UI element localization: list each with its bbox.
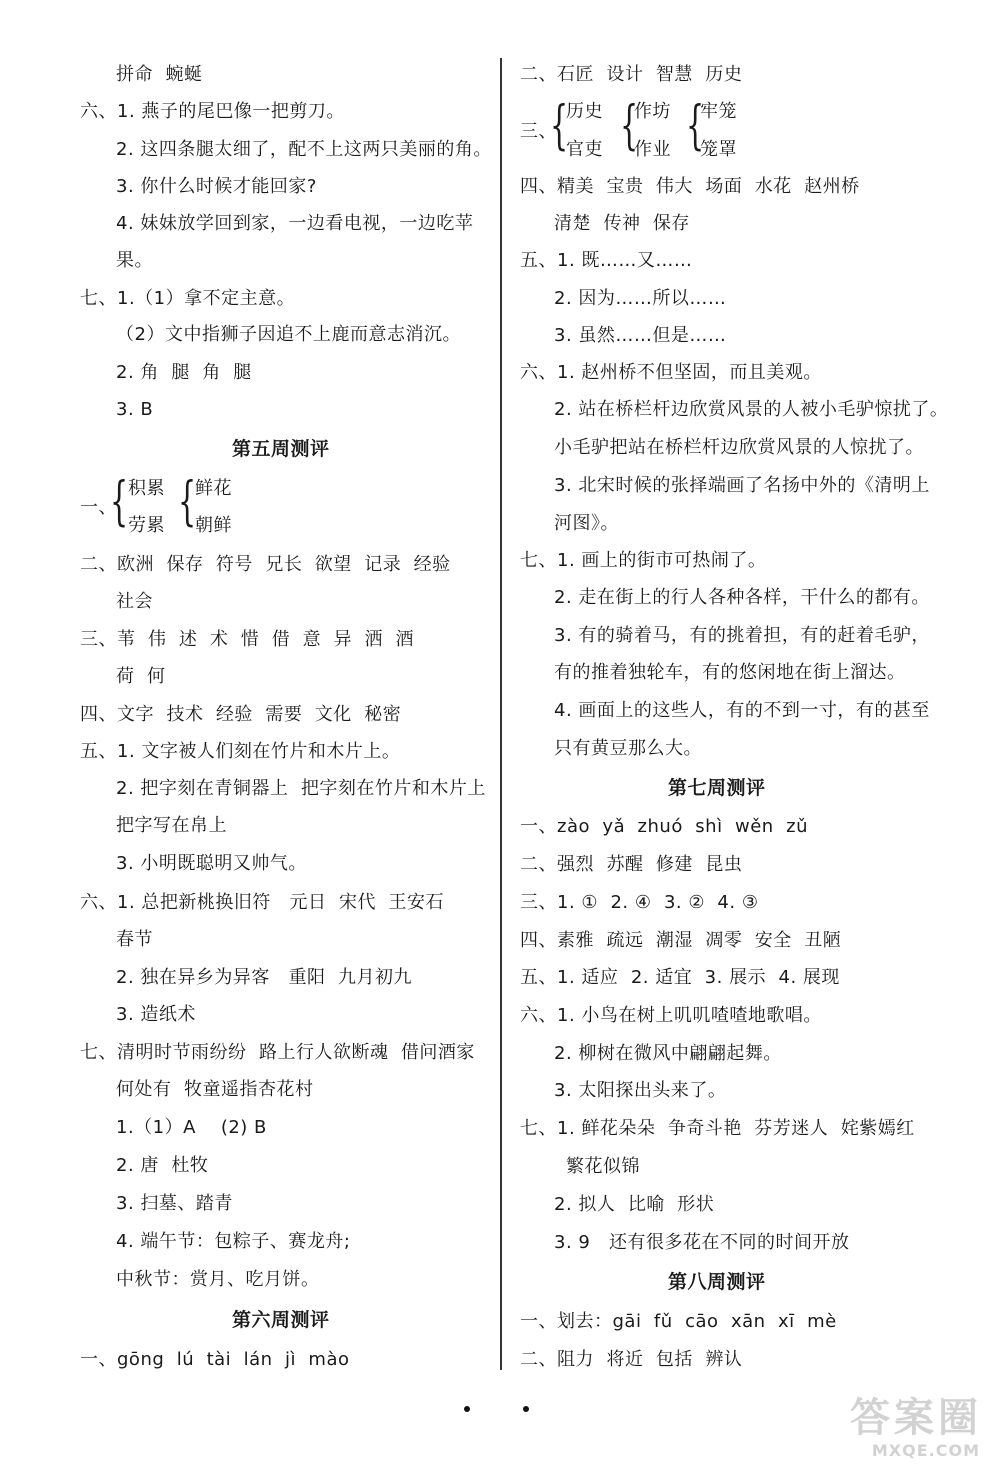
answer-line: 小毛驴把站在桥栏杆边欣赏风景的人惊扰了。 [554, 437, 924, 458]
answer-line: 中秋节：赏月、吃月饼。 [116, 1269, 320, 1290]
answer-line: 社会 [116, 591, 153, 612]
answer-line: 拼命 蜿蜒 [116, 64, 203, 85]
answer-line: 2. 柳树在微风中翩翩起舞。 [554, 1043, 782, 1064]
answer-line: 四、文字 技术 经验 需要 文化 秘密 [80, 704, 402, 725]
page-dot [523, 1406, 529, 1412]
answer-line: 何处有 牧童遥指杏花村 [116, 1079, 314, 1100]
answer-line: 4. 端午节：包粽子、赛龙舟; [116, 1231, 351, 1252]
answer-line: 作坊 [634, 101, 671, 122]
answer-line: 3. 小明既聪明又帅气。 [116, 853, 307, 874]
answer-line: 牢笼 [700, 101, 737, 122]
answer-line: （2）文中指狮子因追不上鹿而意志消沉。 [116, 324, 461, 345]
brace-symbol: { [110, 472, 129, 532]
answer-line: 2. 这四条腿太细了，配不上这两只美丽的角。 [116, 139, 492, 160]
answer-line: 五、1. 适应 2. 适宜 3. 展示 4. 展现 [520, 967, 840, 988]
answer-line: 历史 [566, 101, 603, 122]
answer-line: 一、gōng lú tài lán jì mào [80, 1349, 350, 1370]
answer-line: 一、划去：gāi fǔ cāo xān xī mè [520, 1311, 837, 1332]
answer-line: 积累 [128, 478, 165, 499]
answer-line: 六、1. 总把新桃换旧符 元日 宋代 王安石 [80, 892, 444, 913]
answer-line: 六、1. 燕子的尾巴像一把剪刀。 [80, 101, 345, 122]
answer-line: 3. 你什么时候才能回家? [116, 176, 317, 197]
watermark-text: 答案圈 [850, 1395, 982, 1441]
answer-line: 1.（1）A (2) B [116, 1117, 267, 1138]
column-divider [500, 58, 502, 1370]
answer-line: 三、苇 伟 述 术 惜 借 意 异 洒 酒 [80, 629, 414, 650]
answer-line: 有的推着独轮车，有的悠闲地在街上溜达。 [554, 662, 906, 683]
answer-line: 七、1.（1）拿不定主意。 [80, 288, 296, 309]
answer-line: 劳累 [128, 515, 165, 536]
answer-line: 二、强烈 苏醒 修建 昆虫 [520, 854, 743, 875]
answer-line: 3. 扫墓、踏青 [116, 1193, 233, 1214]
answer-line: 五、1. 文字被人们刻在竹片和木片上。 [80, 741, 401, 762]
page-dot [464, 1406, 470, 1412]
answer-line: 4. 画面上的这些人，有的不到一寸，有的甚至 [554, 700, 930, 721]
answer-line: 3. 有的骑着马，有的挑着担，有的赶着毛驴， [554, 625, 930, 646]
answer-line: 4. 妹妹放学回到家，一边看电视，一边吃苹 [116, 213, 474, 234]
answer-line: 二、石匠 设计 智慧 历史 [520, 64, 743, 85]
answer-line: 3. 9 还有很多花在不同的时间开放 [554, 1232, 850, 1253]
answer-line: 3. 造纸术 [116, 1004, 196, 1025]
answer-line: 2. 把字刻在青铜器上 把字刻在竹片和木片上 [116, 778, 486, 799]
answer-prefix: 三、 [520, 121, 557, 142]
answer-line: 把字写在帛上 [116, 815, 227, 836]
answer-line: 二、阻力 将近 包括 辨认 [520, 1349, 743, 1370]
answer-line: 官吏 [566, 139, 603, 160]
answer-line: 3. 北宋时候的张择端画了名扬中外的《清明上 [554, 475, 930, 496]
answer-line: 四、素雅 疏远 潮湿 凋零 安全 丑陋 [520, 930, 842, 951]
answer-prefix: 一、 [80, 497, 117, 518]
answer-line: 2. 拟人 比喻 形状 [554, 1194, 715, 1215]
answer-line: 七、清明时节雨纷纷 路上行人欲断魂 借问酒家 [80, 1042, 475, 1063]
answer-line: 五、1. 既……又…… [520, 250, 693, 271]
answer-line: 鲜花 [195, 478, 232, 499]
answer-line: 六、1. 赵州桥不但坚固，而且美观。 [520, 362, 822, 383]
section-heading-week8: 第八周测评 [668, 1271, 766, 1293]
brace-symbol: { [178, 472, 197, 532]
answer-line: 二、欧洲 保存 符号 兄长 欲望 记录 经验 [80, 554, 451, 575]
answer-line: 三、1. ① 2. ④ 3. ② 4. ③ [520, 892, 759, 913]
answer-line: 3. 虽然……但是…… [554, 325, 727, 346]
answer-line: 七、1. 鲜花朵朵 争奇斗艳 芬芳迷人 姹紫嫣红 [520, 1118, 915, 1139]
answer-line: 果。 [116, 250, 153, 271]
answer-line: 2. 独在异乡为异客 重阳 九月初九 [116, 967, 413, 988]
answer-line: 河图》。 [554, 513, 619, 534]
watermark-logo [832, 1395, 982, 1465]
answer-line: 笼罩 [700, 139, 737, 160]
answer-line: 荷 何 [116, 666, 166, 687]
answer-line: 2. 角 腿 角 腿 [116, 362, 252, 383]
answer-line: 2. 唐 杜牧 [116, 1155, 209, 1176]
answer-line: 3. B [116, 399, 154, 420]
answer-line: 春节 [116, 929, 153, 950]
section-heading-week5: 第五周测评 [232, 438, 330, 460]
answer-line: 2. 走在街上的行人各种各样，干什么的都有。 [554, 587, 930, 608]
answer-line: 繁花似锦 [566, 1156, 640, 1177]
answer-line: 朝鲜 [195, 515, 232, 536]
answer-line: 3. 太阳探出头来了。 [554, 1080, 727, 1101]
answer-line: 2. 站在桥栏杆边欣赏风景的人被小毛驴惊扰了。 [554, 399, 949, 420]
brace-symbol: { [686, 96, 705, 156]
answer-line: 作业 [634, 139, 671, 160]
answer-line: 只有黄豆那么大。 [554, 738, 702, 759]
answer-line: 四、精美 宝贵 伟大 场面 水花 赵州桥 [520, 176, 860, 197]
section-heading-week7: 第七周测评 [668, 777, 766, 799]
watermark-url: MXQE.COM [871, 1441, 980, 1460]
section-heading-week6: 第六周测评 [232, 1309, 330, 1331]
answer-line: 清楚 传神 保存 [554, 213, 690, 234]
answer-line: 七、1. 画上的街市可热闹了。 [520, 550, 767, 571]
answer-line: 六、1. 小鸟在树上叽叽喳喳地歌唱。 [520, 1005, 822, 1026]
brace-symbol: { [550, 96, 569, 156]
answer-line: 一、zào yǎ zhuó shì wěn zǔ [520, 816, 809, 837]
answer-line: 2. 因为……所以…… [554, 288, 727, 309]
brace-symbol: { [620, 96, 639, 156]
